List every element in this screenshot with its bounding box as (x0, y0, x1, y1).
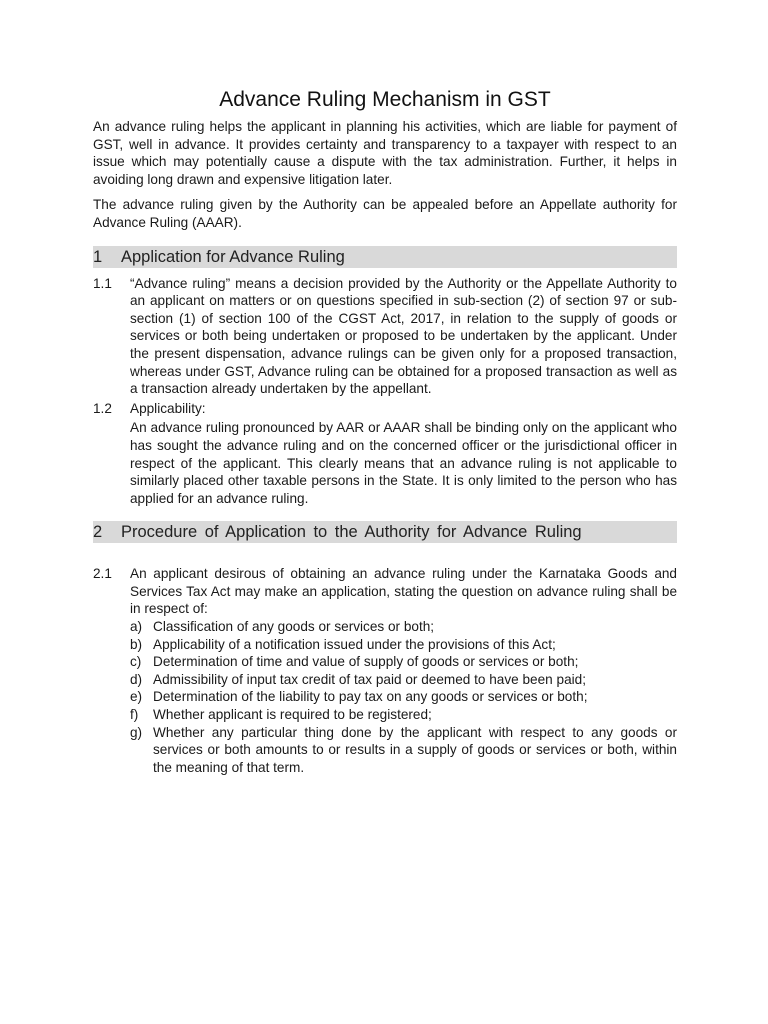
list-item (130, 653, 677, 671)
clause-number: 1.2 (93, 400, 112, 416)
clause-1-1 (93, 275, 677, 398)
list-item (130, 636, 677, 654)
list-marker: c) (130, 654, 142, 670)
list-item-text: Admissibility of input tax credit of tax paid or deemed to have been paid; (153, 671, 586, 687)
section-1-title: Application for Advance Ruling (121, 247, 345, 266)
list-marker: f) (130, 707, 139, 723)
clause-heading: Applicability: (130, 400, 206, 416)
list-item-text: Determination of time and value of supply of goods or services or both; (153, 654, 579, 670)
section-2-title: Procedure of Application to the Authority for Advance Ruling (121, 523, 582, 542)
list-item (130, 724, 677, 777)
list-item-text: Whether any particular thing done by the applicant with respect to any goods or services or both amounts to or results in a supply of goods or services or both, within the meaning of that term. (153, 724, 677, 775)
list-item-text: Applicability of a notification issued under the provisions of this Act; (153, 636, 556, 652)
clause-text: An applicant desirous of obtaining an advance ruling under the Karnataka Goods and Services Tax Act may make an application, stating the question on advance ruling shall be in respect of: (130, 566, 677, 617)
document-page (93, 86, 677, 778)
clause-number: 2.1 (93, 566, 112, 582)
list-item (130, 706, 677, 724)
clause-number: 1.1 (93, 275, 112, 291)
list-marker: b) (130, 636, 143, 652)
list-item (130, 618, 677, 636)
list-marker: d) (130, 671, 143, 687)
list-marker: g) (130, 724, 143, 740)
section-2-heading (93, 521, 677, 543)
section-1-number: 1 (93, 247, 103, 266)
clause-text: An advance ruling pronounced by AAR or AAAR shall be binding only on the applicant who has sought the advance ruling and on the concerned officer or the jurisdictional officer in respect of the applicant. This clearly means that an advance ruling is not applicable to similarly placed other taxable persons in the State. It is only limited to the person who has applied for an advance ruling. (130, 420, 677, 506)
list-item (130, 671, 677, 689)
intro-paragraph-1: An advance ruling helps the applicant in planning his activities, which are liable for payment of GST, well in advance. It provides certainty and transparency to a taxpayer with respect to an issue which may potentially cause a dispute with the tax administration. Further, it helps in avoiding long drawn and expensive litigation later. (93, 119, 677, 187)
question-list (130, 618, 677, 776)
list-item-text: Determination of the liability to pay tax on any goods or services or both; (153, 689, 588, 705)
clause-2-1 (93, 565, 677, 776)
list-item-text: Whether applicant is required to be registered; (153, 707, 432, 723)
section-2-number: 2 (93, 523, 103, 542)
list-item (130, 688, 677, 706)
clause-text: “Advance ruling” means a decision provided by the Authority or the Appellate Authority to an applicant on matters or on questions specified in sub-section (2) of section 97 or sub-section (1) of section 100 of the CGST Act, 2017, in relation to the supply of goods or services or both being undertaken or proposed to be undertaken by the applicant. Under the present dispensation, advance rulings can be given only for a proposed transaction, whereas under GST, Advance ruling can be obtained for a proposed transaction as well as a transaction already undertaken by the appellant. (130, 275, 677, 397)
section-1-heading (93, 246, 677, 268)
document-title: Advance Ruling Mechanism in GST (219, 88, 551, 111)
list-marker: a) (130, 619, 143, 635)
clause-1-2 (93, 400, 677, 508)
list-marker: e) (130, 689, 143, 705)
intro-paragraph-2: The advance ruling given by the Authority can be appealed before an Appellate authority for Advance Ruling (AAAR). (93, 197, 677, 230)
list-item-text: Classification of any goods or services or both; (153, 619, 435, 635)
